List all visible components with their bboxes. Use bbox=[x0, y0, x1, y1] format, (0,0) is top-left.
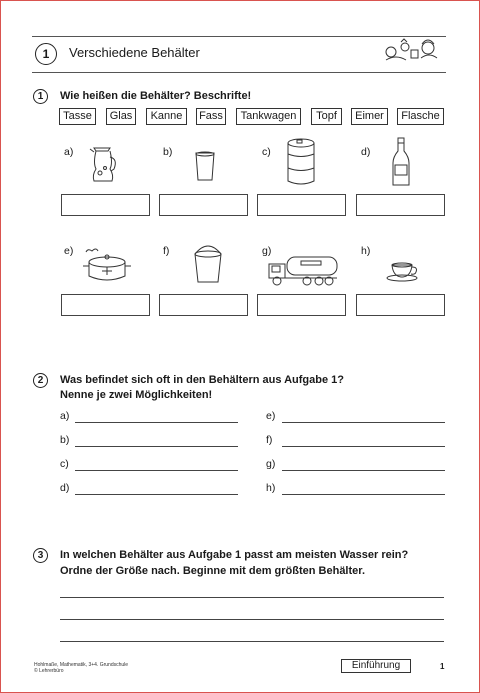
item-label-c: c) bbox=[262, 146, 271, 158]
header-rule-top bbox=[32, 36, 446, 37]
task2-line-f[interactable] bbox=[282, 446, 445, 447]
task3-number: 3 bbox=[33, 548, 48, 563]
item-label-h: h) bbox=[361, 245, 371, 257]
header-number: 1 bbox=[35, 43, 57, 65]
footer-credit-line2: © Lehrerbüro bbox=[34, 668, 64, 674]
task3-question-line1: In welchen Behälter aus Aufgabe 1 passt am meisten Wasser rein? bbox=[60, 549, 409, 561]
task3-question-line2: Ordne der Größe nach. Beginne mit dem größten Behälter. bbox=[60, 565, 365, 577]
answer-box-a[interactable] bbox=[61, 194, 150, 216]
task1-number: 1 bbox=[33, 89, 48, 104]
task2-line-a[interactable] bbox=[75, 422, 238, 423]
item-label-d: d) bbox=[361, 146, 371, 158]
task2-question-line1: Was befindet sich oft in den Behältern aus Aufgabe 1? bbox=[60, 374, 344, 386]
answer-box-c[interactable] bbox=[257, 194, 346, 216]
task1-question: Wie heißen die Behälter? Beschrifte! bbox=[60, 90, 252, 102]
task2-label-a: a) bbox=[60, 410, 70, 422]
item-label-e: e) bbox=[64, 245, 74, 257]
page-number: 1 bbox=[440, 662, 445, 671]
task3-line-3[interactable] bbox=[60, 641, 444, 642]
barrel-icon bbox=[286, 138, 316, 186]
answer-box-b[interactable] bbox=[159, 194, 248, 216]
word-topf: Topf bbox=[311, 108, 342, 125]
section-badge: Einführung bbox=[341, 659, 411, 673]
task2-line-e[interactable] bbox=[282, 422, 445, 423]
footer-credit-line1: Hohlmaße, Mathematik, 3+4. Grundschule bbox=[34, 662, 129, 668]
word-flasche: Flasche bbox=[397, 108, 444, 125]
answer-box-e[interactable] bbox=[61, 294, 150, 316]
task2-label-c: c) bbox=[60, 458, 69, 470]
task2-label-b: b) bbox=[60, 434, 70, 446]
word-glas: Glas bbox=[106, 108, 136, 125]
task2-label-f: f) bbox=[266, 434, 273, 446]
item-label-b: b) bbox=[163, 146, 173, 158]
task2-line-h[interactable] bbox=[282, 494, 445, 495]
task2-line-b[interactable] bbox=[75, 446, 238, 447]
answer-box-g[interactable] bbox=[257, 294, 346, 316]
pot-icon bbox=[80, 248, 132, 286]
children-illustration-icon bbox=[383, 38, 441, 64]
task2-line-c[interactable] bbox=[75, 470, 238, 471]
word-fass: Fass bbox=[196, 108, 226, 125]
task2-label-e: e) bbox=[266, 410, 276, 422]
task2-label-h: h) bbox=[266, 482, 276, 494]
item-label-a: a) bbox=[64, 146, 74, 158]
task2-line-g[interactable] bbox=[282, 470, 445, 471]
page-title: Verschiedene Behälter bbox=[69, 45, 200, 60]
header-rule-bottom bbox=[32, 72, 446, 73]
item-label-g: g) bbox=[262, 245, 272, 257]
task2-question-line2: Nenne je zwei Möglichkeiten! bbox=[60, 389, 213, 401]
task3-line-1[interactable] bbox=[60, 597, 444, 598]
word-kanne: Kanne bbox=[146, 108, 187, 125]
tanker-truck-icon bbox=[267, 254, 341, 286]
word-tankwagen: Tankwagen bbox=[236, 108, 301, 125]
task2-label-d: d) bbox=[60, 482, 70, 494]
answer-box-d[interactable] bbox=[356, 194, 445, 216]
item-label-f: f) bbox=[163, 245, 170, 257]
jug-icon bbox=[88, 143, 118, 183]
task2-number: 2 bbox=[33, 373, 48, 388]
cup-icon bbox=[386, 261, 420, 283]
bottle-icon bbox=[392, 137, 410, 187]
word-eimer: Eimer bbox=[351, 108, 388, 125]
answer-box-f[interactable] bbox=[159, 294, 248, 316]
task2-label-g: g) bbox=[266, 458, 276, 470]
word-tasse: Tasse bbox=[59, 108, 96, 125]
bucket-icon bbox=[192, 245, 224, 285]
task3-line-2[interactable] bbox=[60, 619, 444, 620]
glass-icon bbox=[195, 152, 215, 182]
task2-line-d[interactable] bbox=[75, 494, 238, 495]
answer-box-h[interactable] bbox=[356, 294, 445, 316]
